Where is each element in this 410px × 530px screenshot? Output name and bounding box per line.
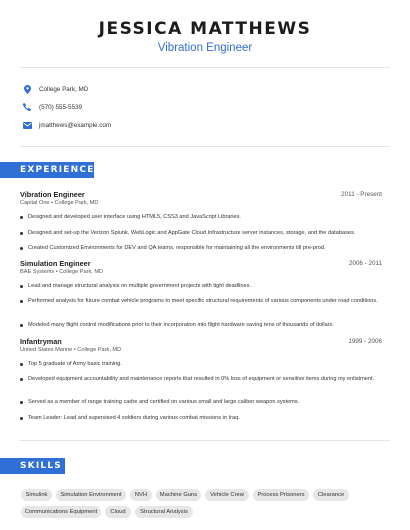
job-employer: United States Marine • College Park, MD bbox=[20, 347, 122, 353]
job-bullet: Designed and set-up the Verizon Splunk, WebLogic and AppGate Cloud Infrastructure server instances, storage, and the databases. bbox=[20, 229, 380, 237]
skill-tag: Machine Guns bbox=[156, 489, 201, 501]
job-bullet: Created Customized Environments for DEV and QA teams, responsible for maintaining all the environments till pre-prod. bbox=[20, 244, 380, 252]
job-bullet: Performed analysis for future combat vehicle programs to meet specific structural requirements of various components under road conditions. bbox=[20, 297, 380, 305]
job-employer: BAE Systems • College Park, MD bbox=[20, 269, 104, 275]
skill-tag: Communications Equipment bbox=[21, 506, 101, 518]
job-bullet: Team Leader: Lead and supervised 4 soldiers during various combat missions in Iraq. bbox=[20, 414, 380, 422]
job-bullet: Served as a member of range training cadre and certified on various small and large caliber weapon systems. bbox=[20, 398, 380, 406]
job-employer: Capital One • College Park, MD bbox=[20, 200, 99, 206]
skill-tag: Clearance bbox=[313, 489, 349, 501]
resume-header bbox=[0, 18, 410, 55]
job-bullet: Designed and developed user interface using HTML5, CSS3 and JavaScript Libraries. bbox=[20, 213, 380, 221]
contact-email bbox=[22, 120, 111, 130]
candidate-role: Vibration Engineer bbox=[157, 42, 253, 54]
phone-text: (570) 555-5539 bbox=[39, 103, 83, 111]
skills-heading: SKILLS bbox=[0, 458, 65, 474]
phone-icon bbox=[22, 102, 32, 112]
skill-tag: Simulink bbox=[21, 489, 52, 501]
candidate-name: JESSICA MATTHEWS bbox=[98, 19, 312, 39]
job-title: Simulation Engineer bbox=[20, 259, 91, 268]
job-bullet: Modeled many flight control modifications prior to their incorporation into flight hardware saving tens of thousands of dollars. bbox=[20, 321, 380, 329]
skill-tag: Structural Analysis bbox=[135, 506, 193, 518]
skill-tag: Simulation Environment bbox=[56, 489, 126, 501]
divider bbox=[20, 440, 390, 441]
job-dates: 2011 - Present bbox=[341, 191, 382, 198]
map-pin-icon bbox=[22, 84, 32, 94]
skill-tag: Process Prisoners bbox=[253, 489, 309, 501]
job-title: Infantryman bbox=[20, 337, 62, 346]
mail-icon bbox=[22, 120, 32, 130]
skill-tag: NVH bbox=[130, 489, 152, 501]
location-text: College Park, MD bbox=[39, 85, 89, 93]
contact-location bbox=[22, 84, 88, 94]
skill-tag: Vehicle Crew bbox=[205, 489, 249, 501]
job-bullet: Top 5 graduate of Army basic training. bbox=[20, 360, 380, 368]
skill-tag: Cloud bbox=[105, 506, 131, 518]
experience-heading: EXPERIENCE bbox=[0, 162, 94, 178]
divider bbox=[20, 67, 390, 68]
job-dates: 1999 - 2006 bbox=[348, 338, 382, 345]
email-text: jmatthews@example.com bbox=[39, 121, 112, 129]
divider bbox=[20, 146, 390, 147]
job-dates: 2006 - 2011 bbox=[348, 260, 382, 267]
contact-phone bbox=[22, 102, 82, 112]
job-bullet: Lead and manage structural analysis on multiple government projects with tight deadlines. bbox=[20, 282, 380, 290]
job-title: Vibration Engineer bbox=[20, 190, 85, 199]
job-bullet: Developed equipment accountability and maintenance reports that resulted in 0% loss of equipment or sensitive items during my enlistment. bbox=[20, 375, 380, 383]
